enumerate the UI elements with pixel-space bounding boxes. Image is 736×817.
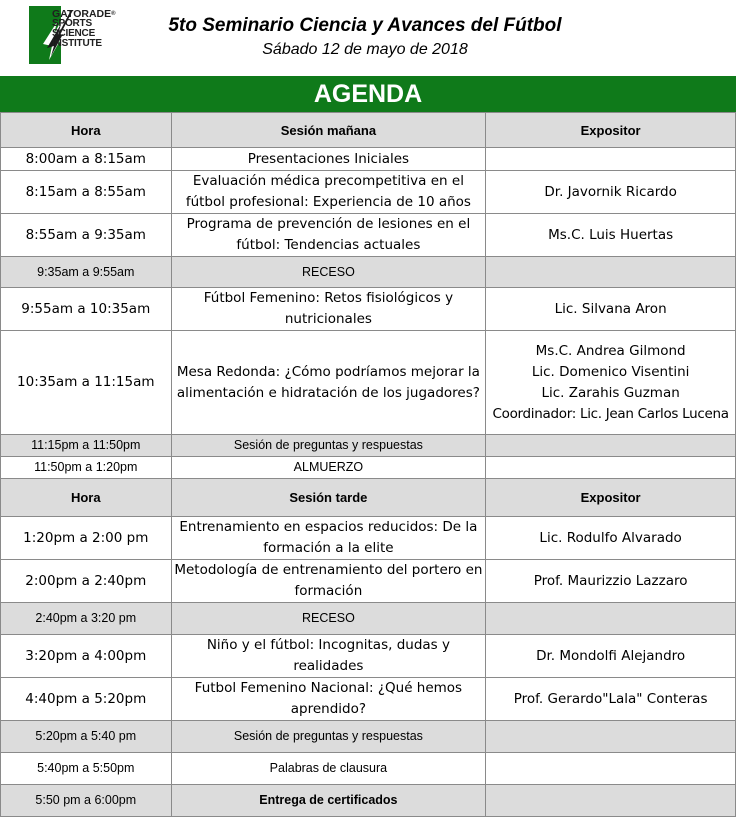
hora-cell: 10:35am a 11:15am [1,331,172,435]
table-row [1,331,736,435]
table-row [1,785,736,817]
expositor-cell: Lic. Rodulfo Alvarado [486,517,736,560]
table-row [1,603,736,635]
expositor-cell: Dr. Mondolfi Alejandro [486,635,736,678]
expositor-line: Coordinador: Lic. Jean Carlos Lucena [492,405,729,422]
hora-cell: 8:15am a 8:55am [1,171,172,214]
hora-cell: 2:00pm a 2:40pm [1,560,172,603]
expositor-cell [486,603,736,635]
hora-cell: 1:20pm a 2:00 pm [1,517,172,560]
expositor-cell: Prof. Maurizzio Lazzaro [486,560,736,603]
sesion-cell: RECESO [171,257,486,288]
expositor-cell [486,435,736,457]
hora-cell: 3:20pm a 4:00pm [1,635,172,678]
header-expositor: Expositor [486,113,736,148]
table-row [1,560,736,603]
header-expositor: Expositor [486,479,736,517]
sesion-cell: Metodología de entrenamiento del portero en formación [171,560,486,603]
sesion-cell: Presentaciones Iniciales [171,148,486,171]
sesion-cell: Sesión de preguntas y respuestas [171,721,486,753]
expositor-cell: Dr. Javornik Ricardo [486,171,736,214]
header [0,0,736,76]
sesion-cell: Sesión de preguntas y respuestas [171,435,486,457]
agenda-banner: AGENDA [0,76,736,113]
afternoon-header-row [1,479,736,517]
page-subtitle: Sábado 12 de mayo de 2018 [262,41,468,58]
hora-cell: 9:35am a 9:55am [1,257,172,288]
sesion-cell: Entrenamiento en espacios reducidos: De la formación a la elite [171,517,486,560]
sesion-cell: ALMUERZO [171,457,486,479]
table-row [1,517,736,560]
expositor-cell: Lic. Silvana Aron [486,288,736,331]
expositor-cell [486,785,736,817]
table-row [1,214,736,257]
table-row [1,721,736,753]
hora-cell: 8:00am a 8:15am [1,148,172,171]
expositor-cell [486,753,736,785]
hora-cell: 9:55am a 10:35am [1,288,172,331]
table-row [1,257,736,288]
hora-cell: 8:55am a 9:35am [1,214,172,257]
table-row [1,678,736,721]
sesion-cell: Palabras de clausura [171,753,486,785]
expositor-cell [486,457,736,479]
sesion-cell: Entrega de certificados [171,785,486,817]
hora-cell: 4:40pm a 5:20pm [1,678,172,721]
sesion-cell: Programa de prevención de lesiones en el fútbol: Tendencias actuales [171,214,486,257]
expositor-line: Lic. Zarahis Guzman [541,384,680,401]
table-row [1,753,736,785]
hora-cell: 5:20pm a 5:40 pm [1,721,172,753]
hora-cell: 11:15pm a 11:50pm [1,435,172,457]
hora-cell: 5:50 pm a 6:00pm [1,785,172,817]
table-row [1,435,736,457]
hora-cell: 5:40pm a 5:50pm [1,753,172,785]
table-row [1,457,736,479]
page-title: 5to Seminario Ciencia y Avances del Fútbol [168,15,562,36]
sesion-cell: Mesa Redonda: ¿Cómo podríamos mejorar la alimentación e hidratación de los jugadores? [171,331,486,435]
expositor-cell [486,331,736,435]
header-hora: Hora [1,113,172,148]
table-row [1,171,736,214]
morning-header-row [1,113,736,148]
expositor-line: Lic. Domenico Visentini [531,363,690,380]
header-sesion-manana: Sesión mañana [171,113,486,148]
table-row [1,148,736,171]
header-hora: Hora [1,479,172,517]
header-sesion-tarde: Sesión tarde [171,479,486,517]
expositor-cell [486,257,736,288]
hora-cell: 2:40pm a 3:20 pm [1,603,172,635]
expositor-cell [486,721,736,753]
sesion-cell: Fútbol Femenino: Retos fisiológicos y nutricionales [171,288,486,331]
table-row [1,288,736,331]
expositor-cell: Ms.C. Luis Huertas [486,214,736,257]
expositor-cell [486,148,736,171]
hora-cell: 11:50pm a 1:20pm [1,457,172,479]
agenda-table [0,112,736,817]
table-row [1,635,736,678]
sesion-cell: Futbol Femenino Nacional: ¿Qué hemos aprendido? [171,678,486,721]
sesion-cell: Evaluación médica precompetitiva en el fútbol profesional: Experiencia de 10 años [171,171,486,214]
sesion-cell: RECESO [171,603,486,635]
expositor-cell: Prof. Gerardo"Lala" Conteras [486,678,736,721]
sesion-cell: Niño y el fútbol: Incognitas, dudas y realidades [171,635,486,678]
gatorade-logo-text: GATORADE® SPORTS SCIENCE INSTITUTE [52,8,116,49]
expositor-line: Ms.C. Andrea Gilmond [535,342,686,359]
